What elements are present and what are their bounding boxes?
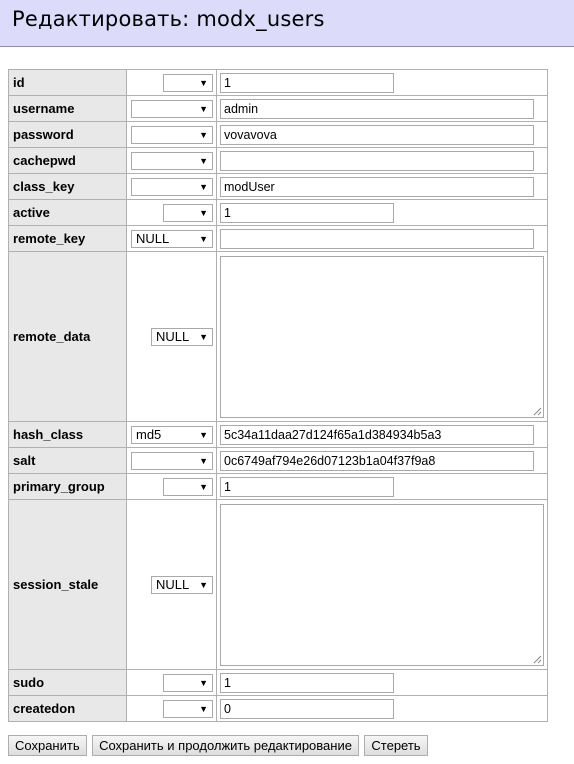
function-select[interactable] [163, 700, 213, 718]
form-row-cachepwd [9, 148, 548, 174]
form-row-password [9, 122, 548, 148]
save-button[interactable]: Сохранить [8, 735, 87, 756]
field-name: primary_group [9, 474, 127, 500]
function-select[interactable] [131, 452, 213, 470]
delete-button[interactable]: Стереть [364, 735, 427, 756]
field-name: remote_key [9, 226, 127, 252]
function-select[interactable] [163, 478, 213, 496]
field-name: session_stale [9, 500, 127, 670]
function-select[interactable] [163, 674, 213, 692]
value-input[interactable]: modUser [220, 177, 534, 197]
function-select[interactable] [163, 204, 213, 222]
field-name: password [9, 122, 127, 148]
chevron-down-icon: ▼ [199, 579, 208, 590]
value-textarea[interactable] [220, 504, 544, 666]
page-header [0, 0, 574, 47]
form-row-primary-group [9, 474, 548, 500]
function-select[interactable] [131, 178, 213, 196]
field-name: sudo [9, 670, 127, 696]
form-row-remote-key [9, 226, 548, 252]
value-input[interactable]: 1 [220, 673, 394, 693]
value-textarea[interactable] [220, 256, 544, 418]
field-name: id [9, 70, 127, 96]
chevron-down-icon: ▼ [199, 481, 208, 492]
chevron-down-icon: ▼ [199, 103, 208, 114]
field-name: cachepwd [9, 148, 127, 174]
value-input[interactable]: 1 [220, 203, 394, 223]
function-select[interactable] [131, 152, 213, 170]
chevron-down-icon: ▼ [199, 129, 208, 140]
chevron-down-icon: ▼ [199, 233, 208, 244]
field-name: hash_class [9, 422, 127, 448]
page-title: Редактировать: modx_users [12, 7, 325, 31]
chevron-down-icon: ▼ [199, 455, 208, 466]
field-name: active [9, 200, 127, 226]
chevron-down-icon: ▼ [199, 155, 208, 166]
chevron-down-icon: ▼ [199, 677, 208, 688]
form-row-id [9, 70, 548, 96]
form-row-remote-data [9, 252, 548, 422]
function-select[interactable] [131, 100, 213, 118]
save-and-continue-button[interactable]: Сохранить и продолжить редактирование [92, 735, 359, 756]
function-select[interactable]: NULL ▼ [151, 576, 213, 594]
field-name: createdon [9, 696, 127, 722]
value-input[interactable]: vovavova [220, 125, 534, 145]
form-buttons [8, 735, 429, 757]
field-name: salt [9, 448, 127, 474]
value-input[interactable]: 5c34a11daa27d124f65a1d384934b5a3 [220, 425, 534, 445]
value-input[interactable]: 0c6749af794e26d07123b1a04f37f9a8 [220, 451, 534, 471]
chevron-down-icon: ▼ [199, 207, 208, 218]
function-select[interactable]: md5 ▼ [131, 426, 213, 444]
chevron-down-icon: ▼ [199, 429, 208, 440]
function-select[interactable] [131, 126, 213, 144]
chevron-down-icon: ▼ [199, 77, 208, 88]
function-select[interactable]: NULL ▼ [151, 328, 213, 346]
edit-form-table [8, 69, 548, 722]
value-input[interactable]: admin [220, 99, 534, 119]
chevron-down-icon: ▼ [199, 703, 208, 714]
value-input[interactable] [220, 151, 534, 171]
field-name: class_key [9, 174, 127, 200]
form-row-salt [9, 448, 548, 474]
value-input[interactable]: 1 [220, 73, 394, 93]
resize-grip-icon[interactable] [533, 655, 542, 664]
form-row-sudo [9, 670, 548, 696]
resize-grip-icon[interactable] [533, 407, 542, 416]
value-input[interactable]: 0 [220, 699, 394, 719]
form-row-active [9, 200, 548, 226]
value-input[interactable] [220, 229, 534, 249]
form-row-username [9, 96, 548, 122]
function-select[interactable]: NULL ▼ [131, 230, 213, 248]
value-input[interactable]: 1 [220, 477, 394, 497]
function-select[interactable] [163, 74, 213, 92]
field-name: remote_data [9, 252, 127, 422]
form-row-session-stale [9, 500, 548, 670]
form-row-hash-class [9, 422, 548, 448]
form-row-class-key [9, 174, 548, 200]
chevron-down-icon: ▼ [199, 181, 208, 192]
chevron-down-icon: ▼ [199, 331, 208, 342]
form-row-createdon [9, 696, 548, 722]
field-name: username [9, 96, 127, 122]
